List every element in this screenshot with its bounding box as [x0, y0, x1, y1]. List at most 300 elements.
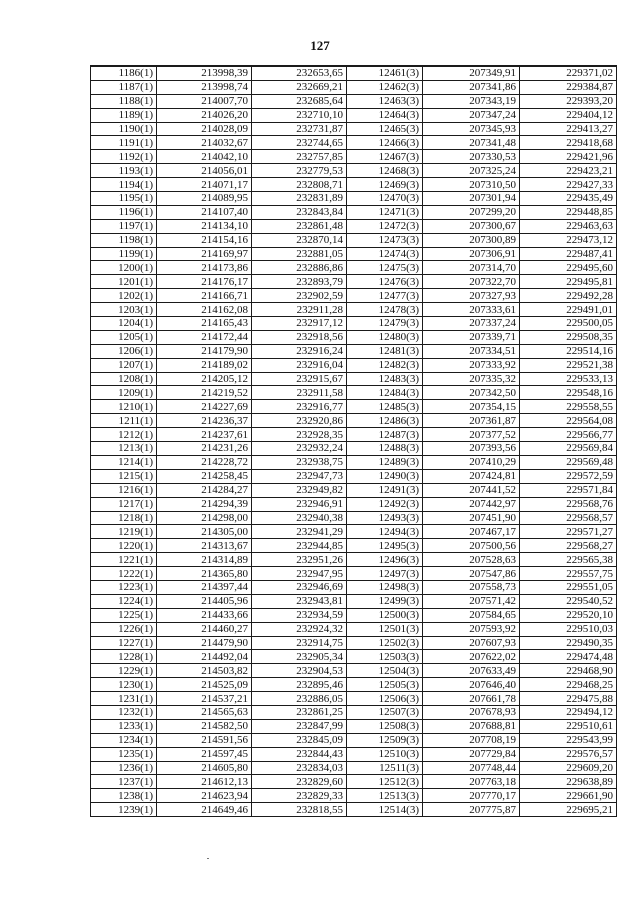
cell-y-left: 232886,86	[252, 261, 347, 275]
cell-point-id-right: 12490(3)	[347, 469, 423, 483]
cell-point-id-right: 12486(3)	[347, 414, 423, 428]
cell-x-left: 214591,56	[157, 733, 252, 747]
cell-x-left: 214189,02	[157, 358, 252, 372]
cell-point-id-left: 1234(1)	[91, 733, 157, 747]
cell-x-left: 214205,12	[157, 372, 252, 386]
cell-point-id-right: 12500(3)	[347, 608, 423, 622]
cell-y-right: 229393,20	[520, 94, 617, 108]
cell-y-left: 232757,85	[252, 150, 347, 164]
cell-point-id-left: 1203(1)	[91, 303, 157, 317]
cell-point-id-right: 12492(3)	[347, 497, 423, 511]
cell-y-left: 232924,32	[252, 622, 347, 636]
cell-y-right: 229474,48	[520, 650, 617, 664]
cell-point-id-left: 1227(1)	[91, 636, 157, 650]
cell-point-id-right: 12513(3)	[347, 789, 423, 803]
cell-x-left: 214612,13	[157, 775, 252, 789]
cell-x-left: 214313,67	[157, 539, 252, 553]
cell-x-right: 207467,17	[423, 525, 520, 539]
cell-y-left: 232915,67	[252, 372, 347, 386]
table-row	[91, 650, 617, 664]
cell-y-right: 229566,77	[520, 428, 617, 442]
cell-x-left: 214460,27	[157, 622, 252, 636]
cell-point-id-right: 12479(3)	[347, 317, 423, 331]
cell-y-left: 232902,59	[252, 289, 347, 303]
cell-x-left: 214405,96	[157, 594, 252, 608]
cell-x-left: 214032,67	[157, 136, 252, 150]
table-row	[91, 553, 617, 567]
cell-x-right: 207763,18	[423, 775, 520, 789]
cell-y-right: 229510,03	[520, 622, 617, 636]
table-row	[91, 192, 617, 206]
cell-point-id-right: 12503(3)	[347, 650, 423, 664]
cell-point-id-left: 1194(1)	[91, 178, 157, 192]
cell-point-id-left: 1225(1)	[91, 608, 157, 622]
cell-point-id-left: 1236(1)	[91, 761, 157, 775]
cell-point-id-left: 1207(1)	[91, 358, 157, 372]
cell-x-right: 207593,92	[423, 622, 520, 636]
table-row	[91, 747, 617, 761]
table-row	[91, 344, 617, 358]
cell-x-left: 214237,61	[157, 428, 252, 442]
cell-y-right: 229572,59	[520, 469, 617, 483]
cell-y-left: 232744,65	[252, 136, 347, 150]
cell-y-right: 229543,99	[520, 733, 617, 747]
cell-point-id-left: 1215(1)	[91, 469, 157, 483]
cell-x-right: 207333,92	[423, 358, 520, 372]
cell-y-left: 232808,71	[252, 178, 347, 192]
cell-y-left: 232870,14	[252, 233, 347, 247]
cell-x-right: 207334,51	[423, 344, 520, 358]
cell-point-id-left: 1197(1)	[91, 219, 157, 233]
cell-y-left: 232895,46	[252, 678, 347, 692]
cell-x-left: 214227,69	[157, 400, 252, 414]
table-row	[91, 219, 617, 233]
table-row	[91, 511, 617, 525]
cell-point-id-right: 12487(3)	[347, 428, 423, 442]
cell-point-id-right: 12488(3)	[347, 442, 423, 456]
cell-point-id-left: 1186(1)	[91, 66, 157, 80]
cell-y-left: 232843,84	[252, 205, 347, 219]
cell-point-id-right: 12510(3)	[347, 747, 423, 761]
cell-point-id-right: 12476(3)	[347, 275, 423, 289]
cell-x-left: 214162,08	[157, 303, 252, 317]
cell-y-right: 229551,05	[520, 580, 617, 594]
cell-x-left: 214134,10	[157, 219, 252, 233]
cell-y-right: 229569,48	[520, 455, 617, 469]
cell-x-right: 207299,20	[423, 205, 520, 219]
cell-x-right: 207748,44	[423, 761, 520, 775]
cell-x-right: 207708,19	[423, 733, 520, 747]
cell-y-left: 232947,95	[252, 567, 347, 581]
cell-y-right: 229475,88	[520, 692, 617, 706]
cell-x-right: 207661,78	[423, 692, 520, 706]
cell-x-right: 207558,73	[423, 580, 520, 594]
cell-x-right: 207330,53	[423, 150, 520, 164]
cell-y-right: 229533,13	[520, 372, 617, 386]
table-row	[91, 303, 617, 317]
cell-point-id-right: 12471(3)	[347, 205, 423, 219]
cell-y-right: 229492,28	[520, 289, 617, 303]
cell-y-right: 229565,38	[520, 553, 617, 567]
table-row	[91, 414, 617, 428]
cell-point-id-right: 12472(3)	[347, 219, 423, 233]
cell-y-left: 232911,28	[252, 303, 347, 317]
cell-y-right: 229423,21	[520, 164, 617, 178]
cell-point-id-left: 1193(1)	[91, 164, 157, 178]
cell-y-right: 229463,63	[520, 219, 617, 233]
cell-point-id-right: 12495(3)	[347, 539, 423, 553]
cell-x-right: 207646,40	[423, 678, 520, 692]
cell-y-right: 229571,27	[520, 525, 617, 539]
cell-point-id-left: 1208(1)	[91, 372, 157, 386]
cell-point-id-right: 12463(3)	[347, 94, 423, 108]
cell-y-right: 229558,55	[520, 400, 617, 414]
cell-y-left: 232685,64	[252, 94, 347, 108]
cell-x-left: 214479,90	[157, 636, 252, 650]
cell-y-right: 229638,89	[520, 775, 617, 789]
cell-point-id-right: 12506(3)	[347, 692, 423, 706]
cell-x-right: 207729,84	[423, 747, 520, 761]
cell-x-left: 214231,26	[157, 442, 252, 456]
cell-y-left: 232949,82	[252, 483, 347, 497]
cell-y-left: 232928,35	[252, 428, 347, 442]
cell-point-id-left: 1190(1)	[91, 122, 157, 136]
cell-point-id-left: 1235(1)	[91, 747, 157, 761]
cell-point-id-right: 12512(3)	[347, 775, 423, 789]
cell-x-left: 214605,80	[157, 761, 252, 775]
cell-point-id-left: 1230(1)	[91, 678, 157, 692]
cell-y-left: 232881,05	[252, 247, 347, 261]
cell-point-id-right: 12499(3)	[347, 594, 423, 608]
cell-y-left: 232845,09	[252, 733, 347, 747]
cell-point-id-right: 12465(3)	[347, 122, 423, 136]
cell-point-id-left: 1226(1)	[91, 622, 157, 636]
cell-x-right: 207341,48	[423, 136, 520, 150]
cell-y-left: 232914,75	[252, 636, 347, 650]
cell-point-id-right: 12496(3)	[347, 553, 423, 567]
table-row	[91, 636, 617, 650]
cell-x-right: 207393,56	[423, 442, 520, 456]
cell-y-left: 232886,05	[252, 692, 347, 706]
cell-x-right: 207300,89	[423, 233, 520, 247]
cell-point-id-left: 1213(1)	[91, 442, 157, 456]
cell-x-right: 207301,94	[423, 192, 520, 206]
cell-point-id-right: 12467(3)	[347, 150, 423, 164]
cell-x-right: 207688,81	[423, 719, 520, 733]
cell-point-id-left: 1217(1)	[91, 497, 157, 511]
table-row	[91, 567, 617, 581]
cell-x-left: 214365,80	[157, 567, 252, 581]
cell-point-id-right: 12498(3)	[347, 580, 423, 594]
cell-y-right: 229495,81	[520, 275, 617, 289]
cell-point-id-right: 12494(3)	[347, 525, 423, 539]
cell-point-id-right: 12481(3)	[347, 344, 423, 358]
cell-point-id-right: 12482(3)	[347, 358, 423, 372]
cell-point-id-left: 1206(1)	[91, 344, 157, 358]
cell-x-left: 214565,63	[157, 705, 252, 719]
cell-point-id-right: 12511(3)	[347, 761, 423, 775]
cell-point-id-left: 1209(1)	[91, 386, 157, 400]
cell-x-left: 214172,44	[157, 330, 252, 344]
table-row	[91, 358, 617, 372]
cell-y-right: 229568,57	[520, 511, 617, 525]
table-row	[91, 289, 617, 303]
cell-point-id-left: 1233(1)	[91, 719, 157, 733]
cell-y-left: 232829,33	[252, 789, 347, 803]
table-row	[91, 428, 617, 442]
cell-x-right: 207571,42	[423, 594, 520, 608]
cell-x-right: 207410,29	[423, 455, 520, 469]
table-row	[91, 469, 617, 483]
cell-y-left: 232844,43	[252, 747, 347, 761]
table-row	[91, 372, 617, 386]
cell-point-id-right: 12480(3)	[347, 330, 423, 344]
table-row	[91, 330, 617, 344]
cell-y-left: 232847,99	[252, 719, 347, 733]
table-row	[91, 580, 617, 594]
cell-point-id-right: 12474(3)	[347, 247, 423, 261]
cell-point-id-right: 12483(3)	[347, 372, 423, 386]
cell-point-id-right: 12501(3)	[347, 622, 423, 636]
table-row	[91, 94, 617, 108]
cell-point-id-left: 1237(1)	[91, 775, 157, 789]
cell-point-id-left: 1199(1)	[91, 247, 157, 261]
cell-y-right: 229661,90	[520, 789, 617, 803]
cell-x-left: 214397,44	[157, 580, 252, 594]
cell-x-left: 214649,46	[157, 803, 252, 817]
cell-y-left: 232916,24	[252, 344, 347, 358]
table-row	[91, 775, 617, 789]
cell-y-right: 229508,35	[520, 330, 617, 344]
cell-x-right: 207345,93	[423, 122, 520, 136]
cell-y-left: 232710,10	[252, 108, 347, 122]
cell-y-right: 229421,96	[520, 150, 617, 164]
cell-x-left: 214056,01	[157, 164, 252, 178]
cell-x-right: 207343,19	[423, 94, 520, 108]
cell-point-id-left: 1202(1)	[91, 289, 157, 303]
cell-point-id-right: 12497(3)	[347, 567, 423, 581]
cell-y-left: 232818,55	[252, 803, 347, 817]
cell-x-right: 207300,67	[423, 219, 520, 233]
table-row	[91, 719, 617, 733]
cell-x-right: 207622,02	[423, 650, 520, 664]
cell-point-id-left: 1201(1)	[91, 275, 157, 289]
cell-point-id-left: 1239(1)	[91, 803, 157, 817]
cell-x-left: 214165,43	[157, 317, 252, 331]
cell-point-id-right: 12478(3)	[347, 303, 423, 317]
cell-point-id-left: 1232(1)	[91, 705, 157, 719]
cell-x-right: 207354,15	[423, 400, 520, 414]
cell-x-right: 207325,24	[423, 164, 520, 178]
cell-point-id-right: 12502(3)	[347, 636, 423, 650]
table-row	[91, 205, 617, 219]
cell-y-right: 229568,27	[520, 539, 617, 553]
cell-x-left: 214007,70	[157, 94, 252, 108]
cell-x-left: 214028,09	[157, 122, 252, 136]
cell-point-id-right: 12507(3)	[347, 705, 423, 719]
table-row	[91, 261, 617, 275]
cell-point-id-left: 1205(1)	[91, 330, 157, 344]
cell-x-left: 214298,00	[157, 511, 252, 525]
cell-y-right: 229569,84	[520, 442, 617, 456]
table-row	[91, 692, 617, 706]
cell-x-right: 207607,93	[423, 636, 520, 650]
cell-x-left: 213998,74	[157, 80, 252, 94]
cell-point-id-left: 1223(1)	[91, 580, 157, 594]
cell-point-id-right: 12462(3)	[347, 80, 423, 94]
table-row	[91, 539, 617, 553]
table-row	[91, 108, 617, 122]
table-row	[91, 317, 617, 331]
cell-point-id-right: 12484(3)	[347, 386, 423, 400]
cell-point-id-left: 1218(1)	[91, 511, 157, 525]
cell-point-id-right: 12477(3)	[347, 289, 423, 303]
table-row	[91, 594, 617, 608]
cell-y-left: 232946,91	[252, 497, 347, 511]
cell-x-right: 207424,81	[423, 469, 520, 483]
cell-y-left: 232829,60	[252, 775, 347, 789]
table-row	[91, 664, 617, 678]
cell-x-left: 214219,52	[157, 386, 252, 400]
cell-y-right: 229576,57	[520, 747, 617, 761]
cell-y-left: 232905,34	[252, 650, 347, 664]
cell-point-id-left: 1198(1)	[91, 233, 157, 247]
cell-point-id-left: 1221(1)	[91, 553, 157, 567]
cell-point-id-left: 1214(1)	[91, 455, 157, 469]
cell-x-right: 207347,24	[423, 108, 520, 122]
cell-point-id-left: 1187(1)	[91, 80, 157, 94]
cell-y-right: 229557,75	[520, 567, 617, 581]
cell-point-id-right: 12493(3)	[347, 511, 423, 525]
table-row	[91, 150, 617, 164]
table-row	[91, 483, 617, 497]
cell-point-id-right: 12505(3)	[347, 678, 423, 692]
cell-x-right: 207500,56	[423, 539, 520, 553]
cell-x-left: 214284,27	[157, 483, 252, 497]
cell-x-right: 207770,17	[423, 789, 520, 803]
cell-y-right: 229413,27	[520, 122, 617, 136]
cell-point-id-right: 12469(3)	[347, 178, 423, 192]
cell-point-id-left: 1188(1)	[91, 94, 157, 108]
cell-point-id-right: 12464(3)	[347, 108, 423, 122]
cell-x-left: 214179,90	[157, 344, 252, 358]
cell-point-id-left: 1196(1)	[91, 205, 157, 219]
table-row	[91, 733, 617, 747]
cell-point-id-left: 1210(1)	[91, 400, 157, 414]
coordinates-table-body	[91, 66, 617, 817]
cell-y-left: 232941,29	[252, 525, 347, 539]
cell-point-id-left: 1191(1)	[91, 136, 157, 150]
page-number: 127	[310, 38, 330, 53]
cell-y-right: 229494,12	[520, 705, 617, 719]
cell-y-left: 232920,86	[252, 414, 347, 428]
cell-point-id-left: 1229(1)	[91, 664, 157, 678]
table-row	[91, 789, 617, 803]
cell-x-left: 214107,40	[157, 205, 252, 219]
cell-point-id-right: 12475(3)	[347, 261, 423, 275]
cell-x-right: 207775,87	[423, 803, 520, 817]
table-row	[91, 164, 617, 178]
table-row	[91, 761, 617, 775]
cell-y-left: 232834,03	[252, 761, 347, 775]
cell-y-left: 232669,21	[252, 80, 347, 94]
cell-y-right: 229568,76	[520, 497, 617, 511]
table-row	[91, 275, 617, 289]
cell-x-right: 207342,50	[423, 386, 520, 400]
table-row	[91, 705, 617, 719]
cell-x-left: 214314,89	[157, 553, 252, 567]
cell-point-id-right: 12514(3)	[347, 803, 423, 817]
cell-y-left: 232917,12	[252, 317, 347, 331]
cell-x-left: 214176,17	[157, 275, 252, 289]
cell-point-id-right: 12485(3)	[347, 400, 423, 414]
cell-y-right: 229473,12	[520, 233, 617, 247]
cell-y-left: 232940,38	[252, 511, 347, 525]
table-row	[91, 66, 617, 80]
cell-point-id-right: 12504(3)	[347, 664, 423, 678]
cell-point-id-left: 1219(1)	[91, 525, 157, 539]
cell-x-right: 207361,87	[423, 414, 520, 428]
cell-x-left: 214169,97	[157, 247, 252, 261]
table-row	[91, 233, 617, 247]
cell-x-left: 214026,20	[157, 108, 252, 122]
cell-point-id-left: 1189(1)	[91, 108, 157, 122]
cell-y-right: 229384,87	[520, 80, 617, 94]
cell-x-right: 207337,24	[423, 317, 520, 331]
cell-x-right: 207333,61	[423, 303, 520, 317]
cell-y-right: 229571,84	[520, 483, 617, 497]
cell-x-right: 207377,52	[423, 428, 520, 442]
cell-y-right: 229514,16	[520, 344, 617, 358]
cell-y-right: 229521,38	[520, 358, 617, 372]
cell-x-left: 213998,39	[157, 66, 252, 80]
cell-x-right: 207306,91	[423, 247, 520, 261]
cell-y-right: 229371,02	[520, 66, 617, 80]
cell-x-left: 214582,50	[157, 719, 252, 733]
cell-y-left: 232653,65	[252, 66, 347, 80]
cell-x-left: 214294,39	[157, 497, 252, 511]
cell-y-right: 229487,41	[520, 247, 617, 261]
cell-x-left: 214089,95	[157, 192, 252, 206]
cell-y-left: 232938,75	[252, 455, 347, 469]
cell-x-left: 214236,37	[157, 414, 252, 428]
cell-point-id-left: 1212(1)	[91, 428, 157, 442]
cell-point-id-right: 12509(3)	[347, 733, 423, 747]
cell-point-id-right: 12508(3)	[347, 719, 423, 733]
cell-x-right: 207310,50	[423, 178, 520, 192]
cell-y-right: 229609,20	[520, 761, 617, 775]
cell-x-left: 214525,09	[157, 678, 252, 692]
cell-x-left: 214623,94	[157, 789, 252, 803]
cell-x-left: 214228,72	[157, 455, 252, 469]
cell-point-id-left: 1238(1)	[91, 789, 157, 803]
scan-speck	[207, 858, 209, 859]
cell-y-left: 232911,58	[252, 386, 347, 400]
cell-x-right: 207335,32	[423, 372, 520, 386]
cell-y-left: 232861,25	[252, 705, 347, 719]
table-row	[91, 442, 617, 456]
cell-x-left: 214258,45	[157, 469, 252, 483]
cell-x-right: 207678,93	[423, 705, 520, 719]
cell-x-left: 214305,00	[157, 525, 252, 539]
cell-y-left: 232943,81	[252, 594, 347, 608]
cell-x-left: 214166,71	[157, 289, 252, 303]
cell-y-left: 232779,53	[252, 164, 347, 178]
cell-y-left: 232946,69	[252, 580, 347, 594]
cell-point-id-right: 12489(3)	[347, 455, 423, 469]
cell-x-right: 207584,65	[423, 608, 520, 622]
cell-point-id-left: 1200(1)	[91, 261, 157, 275]
